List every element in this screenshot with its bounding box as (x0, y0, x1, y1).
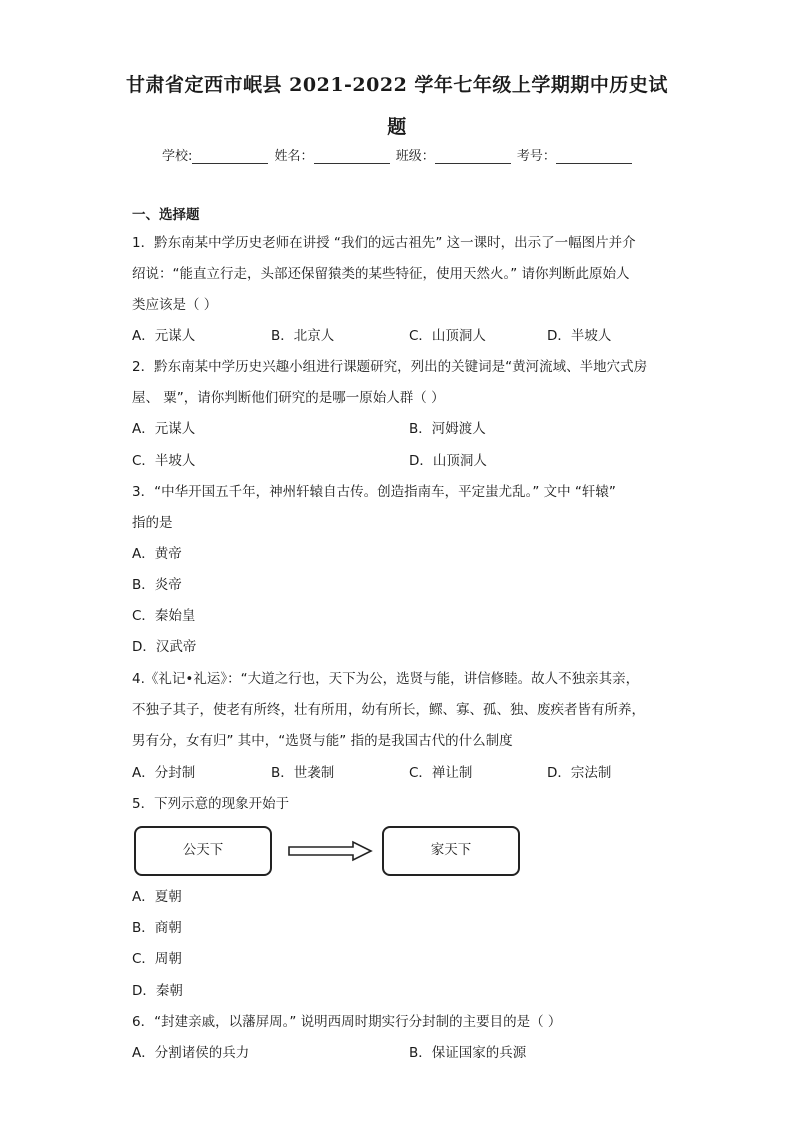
diagram-box-public (134, 826, 272, 876)
student-info-row (162, 145, 634, 164)
question-1-option-a: A．元谋人 (132, 328, 196, 344)
question-2-line-2: 屋、 粟”，请你判断他们研究的是哪一原始人群（ ） (132, 390, 445, 406)
question-3-option-d: D．汉武帝 (132, 639, 197, 655)
question-4-line-3: 男有分，女有归” 其中，“选贤与能” 指的是我国古代的什么制度 (132, 733, 513, 749)
question-4-option-a: A．分封制 (132, 765, 196, 781)
question-5-option-a: A．夏朝 (132, 889, 182, 905)
question-3-line-2: 指的是 (132, 515, 173, 531)
question-2-option-b: B．河姆渡人 (409, 421, 486, 437)
name-label: 姓名： (274, 149, 314, 164)
diagram-box-public-label: 公天下 (182, 842, 224, 858)
question-3-option-c: C．秦始皇 (132, 608, 196, 624)
diagram-box-family (382, 826, 520, 876)
name-blank[interactable] (314, 149, 390, 164)
question-5-option-b: B．商朝 (132, 920, 182, 936)
question-6-line-1: 6．“封建亲戚，以藩屏周。” 说明西周时期实行分封制的主要目的是（ ） (132, 1014, 562, 1030)
question-1-line-1: 1．黔东南某中学历史老师在讲授 “我们的远古祖先” 这一课时，出示了一幅图片并介 (132, 235, 636, 251)
question-4-line-2: 不独子其子，使老有所终，壮有所用，幼有所长，鳏、寡、孤、独、废疾者皆有所养， (132, 702, 645, 718)
question-1-line-2: 绍说：“能直立行走，头部还保留猿类的某些特征，使用天然火。” 请你判断此原始人 (132, 266, 630, 282)
question-6-option-b: B．保证国家的兵源 (409, 1045, 527, 1061)
question-5-option-d: D．秦朝 (132, 983, 183, 999)
question-5-option-c: C．周朝 (132, 951, 182, 967)
question-1-line-3: 类应该是（ ） (132, 297, 218, 313)
question-2-option-d: D．山顶洞人 (409, 453, 487, 469)
question-6-option-a: A．分割诸侯的兵力 (132, 1045, 250, 1061)
section-heading: 一、选择题 (132, 207, 200, 223)
question-2-line-1: 2．黔东南某中学历史兴趣小组进行课题研究，列出的关键词是“黄河流域、半地穴式房 (132, 359, 648, 375)
diagram-box-family-label: 家天下 (430, 842, 472, 858)
question-3-option-b: B．炎帝 (132, 577, 182, 593)
question-1-option-d: D．半坡人 (547, 328, 612, 344)
question-2-option-a: A．元谋人 (132, 421, 196, 437)
class-blank[interactable] (435, 149, 511, 164)
school-blank[interactable] (192, 149, 268, 164)
question-4-option-c: C．禅让制 (409, 765, 473, 781)
exam-no-blank[interactable] (556, 149, 632, 164)
question-5-line-1: 5．下列示意的现象开始于 (132, 796, 290, 812)
question-2-option-c: C．半坡人 (132, 453, 196, 469)
exam-title-line1: 甘肃省定西市岷县 2021-2022 学年七年级上学期期中历史试 (126, 74, 668, 96)
diagram-arrow-icon (287, 840, 373, 862)
exam-title-line2: 题 (387, 116, 407, 138)
question-4-option-b: B．世袭制 (271, 765, 335, 781)
question-1-option-b: B．北京人 (271, 328, 335, 344)
question-4-option-d: D．宗法制 (547, 765, 612, 781)
class-label: 班级： (395, 149, 435, 164)
question-4-line-1: 4.《礼记•礼运》：“大道之行也，天下为公，选贤与能，讲信修睦。故人不独亲其亲， (132, 671, 640, 687)
school-label: 学校: (162, 149, 193, 164)
question-1-option-c: C．山顶洞人 (409, 328, 486, 344)
question-3-line-1: 3．“中华开国五千年，神州轩辕自古传。创造指南车，平定蚩尤乱。” 文中 “轩辕” (132, 484, 616, 500)
question-3-option-a: A．黄帝 (132, 546, 182, 562)
exam-no-label: 考号： (516, 149, 556, 164)
